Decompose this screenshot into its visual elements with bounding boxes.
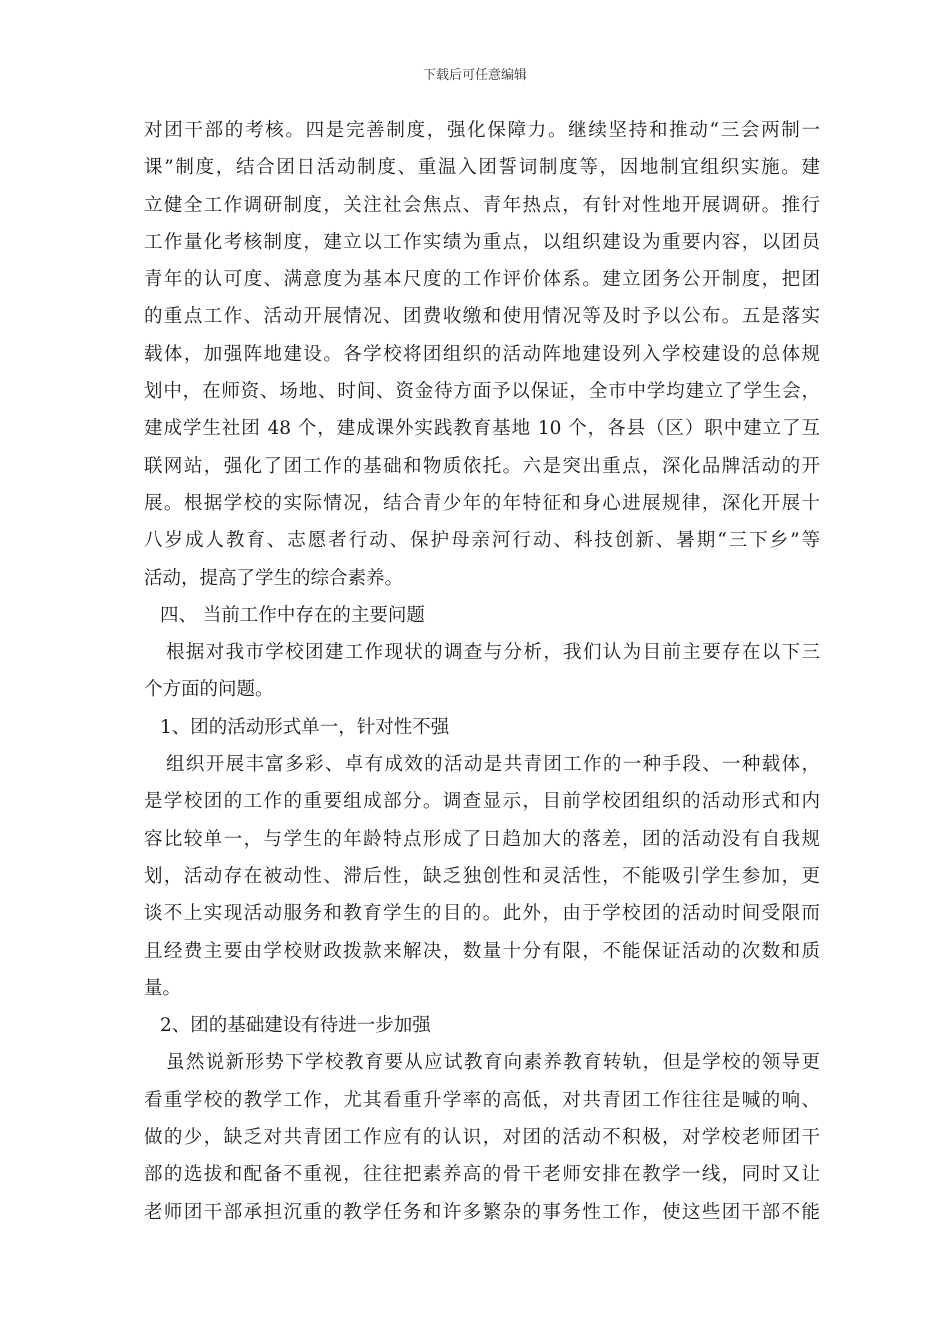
- text-line: 活动，提高了学生的综合素养。: [144, 567, 404, 589]
- document-body: [144, 112, 820, 1231]
- text-line: 容比较单一，与学生的年龄特点形成了日趋加大的落差，团的活动没有自我规: [144, 828, 820, 850]
- subsection-heading: 2、团的基础建设有待进一步加强: [160, 1015, 431, 1037]
- text-line: 部的选拔和配备不重视，往往把素养高的骨干老师安排在教学一线，同时又让: [144, 1164, 820, 1186]
- text-line: 做的少，缺乏对共青团工作应有的认识，对团的活动不积极，对学校老师团干: [144, 1127, 820, 1149]
- text-line: 划，活动存在被动性、滞后性，缺乏独创性和灵活性，不能吸引学生参加，更: [144, 865, 820, 887]
- text-line: 八岁成人教育、志愿者行动、保护母亲河行动、科技创新、暑期“三下乡”等: [144, 530, 820, 552]
- text-line: 谈不上实现活动服务和教育学生的目的。此外，由于学校团的活动时间受限而: [144, 903, 820, 925]
- text-line: 根据对我市学校团建工作现状的调查与分析，我们认为目前主要存在以下三: [166, 642, 820, 664]
- text-line: 展。根据学校的实际情况，结合青少年的年特征和身心进展规律，深化开展十: [144, 492, 820, 514]
- page-header: 下载后可任意编辑: [422, 68, 527, 83]
- text-line: 且经费主要由学校财政拨款来解决，数量十分有限，不能保证活动的次数和质: [144, 940, 820, 962]
- text-line: 是学校团的工作的重要组成部分。调查显示，目前学校团组织的活动形式和内: [144, 791, 820, 813]
- text-line: 划中，在师资、场地、时间、资金待方面予以保证，全市中学均建立了学生会，: [144, 381, 820, 403]
- text-line: 建成学生社团 48 个，建成课外实践教育基地 10 个，各县（区）职中建立了互: [144, 418, 820, 440]
- text-line: 载体，加强阵地建设。各学校将团组织的活动阵地建设列入学校建设的总体规: [144, 343, 820, 365]
- text-line: 组织开展丰富多彩、卓有成效的活动是共青团工作的一种手段、一种载体，: [166, 754, 820, 776]
- text-line: 对团干部的考核。四是完善制度，强化保障力。继续坚持和推动“三会两制一: [144, 120, 820, 141]
- text-line: 虽然说新形势下学校教育要从应试教育向素养教育转轨，但是学校的领导更: [166, 1052, 820, 1074]
- text-line: 个方面的问题。: [144, 679, 274, 701]
- text-line: 课”制度，结合团日活动制度、重温入团誓词制度等，因地制宜组织实施。建: [144, 157, 820, 179]
- text-line: 青年的认可度、满意度为基本尺度的工作评价体系。建立团务公开制度，把团: [144, 269, 820, 291]
- text-line: 联网站，强化了团工作的基础和物质依托。六是突出重点，深化品牌活动的开: [144, 455, 820, 477]
- section-heading: 四、 当前工作中存在的主要问题: [160, 604, 425, 626]
- text-line: 看重学校的教学工作，尤其看重升学率的高低，对共青团工作往往是喊的响、: [144, 1089, 820, 1111]
- text-line: 的重点工作、活动开展情况、团费收缴和使用情况等及时予以公布。五是落实: [144, 306, 820, 328]
- text-line: 量。: [144, 977, 182, 999]
- text-line: 工作量化考核制度，建立以工作实绩为重点，以组织建设为重要内容，以团员: [144, 231, 820, 253]
- text-line: 立健全工作调研制度，关注社会焦点、青年热点，有针对性地开展调研。推行: [144, 194, 820, 216]
- subsection-heading: 1、团的活动形式单一，针对性不强: [160, 716, 450, 738]
- text-line: 老师团干部承担沉重的教学任务和许多繁杂的事务性工作，使这些团干部不能: [144, 1201, 820, 1223]
